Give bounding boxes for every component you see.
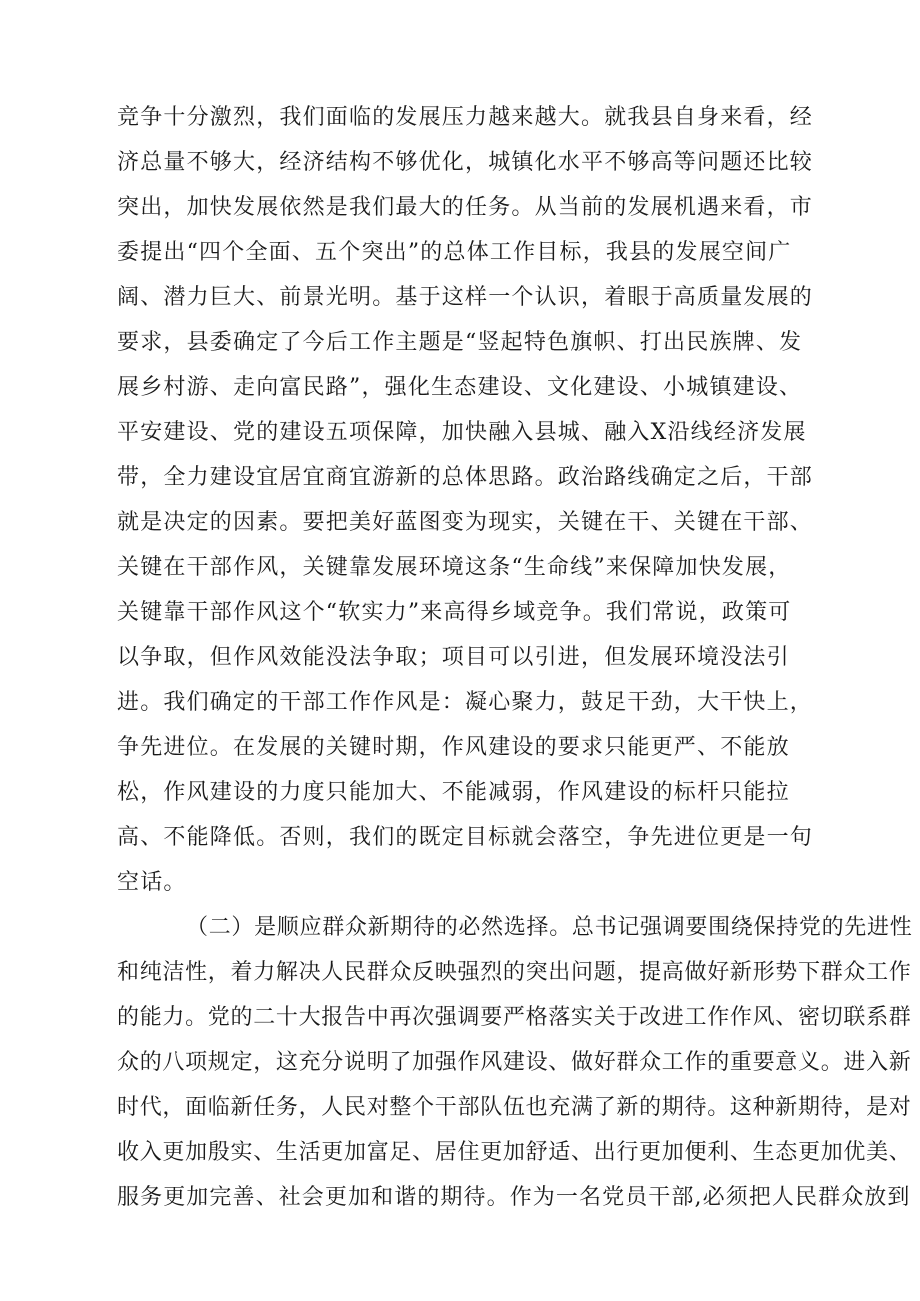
text-line: 平安建设、党的建设五项保障，加快融入县城、融入X沿线经济发展	[117, 420, 807, 445]
text-line: 的能力。党的二十大报告中再次强调要严格落实关于改进工作作风、密切联系群	[117, 1005, 912, 1030]
text-line: 展乡村游、走向富民路”，强化生态建设、文化建设、小城镇建设、	[117, 375, 803, 400]
text-line: 进。我们确定的干部工作作风是：凝心聚力，鼓足干劲，大干快上，	[117, 690, 814, 715]
text-line: 委提出“四个全面、五个突出”的总体工作目标，我县的发展空间广	[117, 240, 792, 265]
text-line: 以争取，但作风效能没法争取；项目可以引进，但发展环境没法引	[117, 645, 790, 670]
section-heading-line: （二）是顺应群众新期待的必然选择。总书记强调要围绕保持党的先进性	[186, 915, 913, 940]
text-line: 要求，县委确定了今后工作主题是“竖起特色旗帜、打出民族牌、发	[117, 330, 803, 355]
text-line: 济总量不够大，经济结构不够优化，城镇化水平不够高等问题还比较	[117, 150, 814, 175]
text-line: 空话。	[117, 870, 187, 895]
text-line: 阔、潜力巨大、前景光明。基于这样一个认识，着眼于高质量发展的	[117, 285, 814, 310]
text-line: 高、不能降低。否则，我们的既定目标就会落空，争先进位更是一句	[117, 825, 814, 850]
text-line: 松，作风建设的力度只能加大、不能减弱，作风建设的标杆只能拉	[117, 780, 790, 805]
text-line: 时代，面临新任务，人民对整个干部队伍也充满了新的期待。这种新期待，是对	[117, 1095, 912, 1120]
text-line: 收入更加殷实、生活更加富足、居住更加舒适、出行更加便利、生态更加优美、	[117, 1140, 912, 1165]
text-line: 就是决定的因素。要把美好蓝图变为现实，关键在干、关键在干部、	[117, 510, 814, 535]
text-line: 争先进位。在发展的关键时期，作风建设的要求只能更严、不能放	[117, 735, 790, 760]
text-line: 突出，加快发展依然是我们最大的任务。从当前的发展机遇来看，市	[117, 195, 814, 220]
text-line: 带，全力建设宜居宜商宜游新的总体思路。政治路线确定之后，干部	[117, 465, 814, 490]
text-line: 服务更加完善、社会更加和谐的期待。作为一名党员干部,必须把人民群众放到	[117, 1185, 911, 1210]
text-line: 关键在干部作风，关键靠发展环境这条“生命线”来保障加快发展，	[117, 555, 792, 580]
text-line: 关键靠干部作风这个“软实力”来高得乡域竞争。我们常说，政策可	[117, 600, 792, 625]
text-line: 众的八项规定，这充分说明了加强作风建设、做好群众工作的重要意义。进入新	[117, 1050, 912, 1075]
text-line: 竞争十分激烈，我们面临的发展压力越来越大。就我县自身来看，经	[117, 105, 814, 130]
text-line: 和纯洁性，着力解决人民群众反映强烈的突出问题，提高做好新形势下群众工作	[117, 960, 912, 985]
